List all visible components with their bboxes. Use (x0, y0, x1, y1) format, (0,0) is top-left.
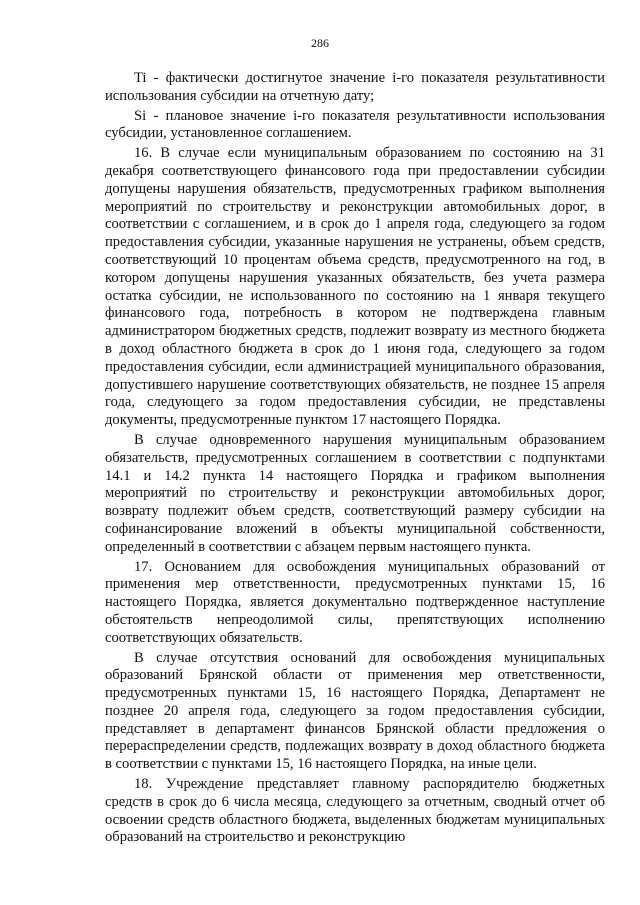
paragraph-item-16-simultaneous: В случае одновременного нарушения муниципальным образованием обязательств, предусмотренных соглашением в соответствии с подпунктами 14.1 и 14.2 пункта 14 настоящего Порядка и графиком выполнения мероприятий по строительству и реконструкции автомобильных дорог, возврату подлежит объем средств, соответствующий размеру субсидии на софинансирование вложений в объекты муниципальной собственности, определенный в соответствии с абзацем первым настоящего пункта. (105, 431, 605, 555)
page-number: 286 (311, 36, 329, 50)
paragraph-item-17: 17. Основанием для освобождения муниципальных образований от применения мер ответственности, предусмотренных пунктами 15, 16 настоящего Порядка, является документально подтвержденное наступление обстоятельств непреодолимой силы, препятствующих исполнению соответствующих обязательств. (105, 558, 605, 646)
paragraph-item-17-absence: В случае отсутствия оснований для освобождения муниципальных образований Брянской области от применения мер ответственности, предусмотренных пунктами 15, 16 настоящего Порядка, Департамент не позднее 20 апреля года, следующего за годом предоставления субсидии, представляет в департамент финансов Брянской области предложения о перераспределении средств, подлежащих возврату в доход областного бюджета в соответствии с пунктами 15, 16 настоящего Порядка, на иные цели. (105, 649, 605, 773)
paragraph-si-definition: Si - плановое значение i-го показателя результативности использования субсидии, установленное соглашением. (105, 107, 605, 142)
paragraph-ti-definition: Ti - фактически достигнутое значение i-го показателя результативности использования субсидии на отчетную дату; (105, 70, 605, 104)
paragraph-item-16: 16. В случае если муниципальным образованием по состоянию на 31 декабря соответствующего финансового года при предоставлении субсидии допущены нарушения обязательств, предусмотренных графиком выполнения мероприятий по строительству и реконструкции автомобильных дорог, в соответствии с соглашением, и в срок до 1 апреля года, следующего за годом предоставления субсидии, указанные нарушения не устранены, объем средств, соответствующий 10 процентам объема средств, предусмотренного на год, в котором допущены нарушения указанных обязательств, без учета размера остатка субсидии, не использованного по состоянию на 1 января текущего финансового года, потребность в котором не подтверждена главным администратором бюджетных средств, подлежит возврату из местного бюджета в доход областного бюджета в срок до 1 июня года, следующего за годом предоставления субсидии, если администрацией муниципального образования, допустившего нарушение соответствующих обязательств, не позднее 15 апреля года, следующего за годом предоставления субсидии, не представлены документы, предусмотренные пунктом 17 настоящего Порядка. (105, 145, 605, 429)
document-body (105, 70, 605, 849)
paragraph-item-18: 18. Учреждение представляет главному распорядителю бюджетных средств в срок до 6 числа месяца, следующего за отчетным, сводный отчет об освоении средств областного бюджета, выделенных бюджетам муниципальных образований на строительство и реконструкцию (105, 776, 605, 846)
